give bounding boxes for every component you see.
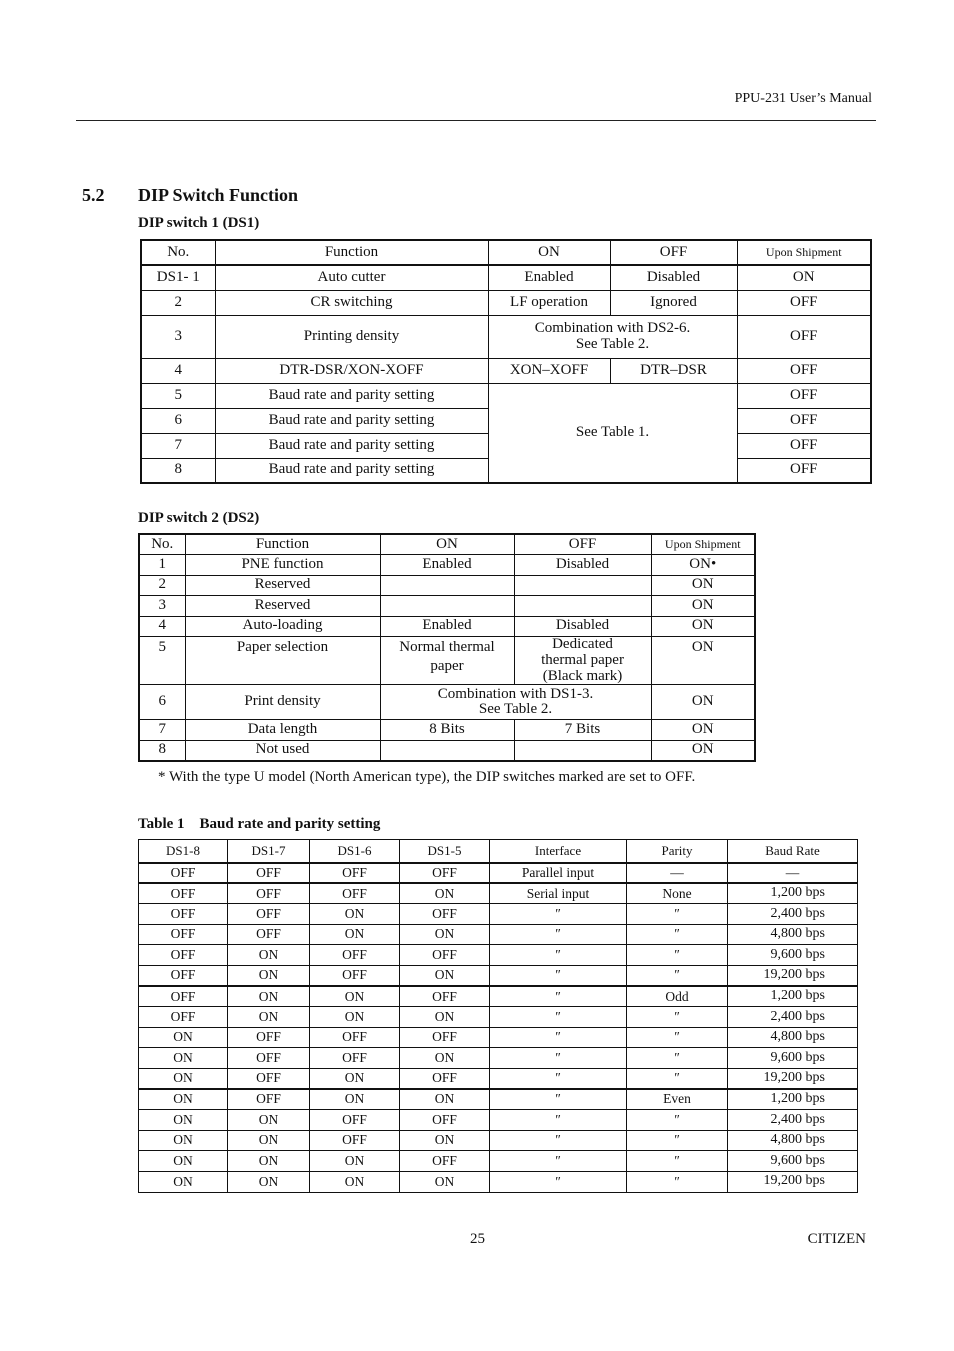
- cell-function: Auto-loading: [185, 616, 380, 637]
- cell-parity: ″: [627, 1171, 728, 1192]
- cell-on: LF operation: [488, 290, 610, 315]
- cell-no: 8: [139, 740, 185, 761]
- header-rule: [76, 120, 876, 121]
- cell-ds1-8: OFF: [139, 945, 228, 966]
- cell-interface: ″: [490, 1110, 627, 1131]
- cell-baud-rate: 1,200 bps: [728, 883, 858, 904]
- cell-ds1-6: ON: [310, 1151, 400, 1172]
- cell-function: Auto cutter: [215, 265, 488, 290]
- cell-no: 5: [141, 383, 215, 408]
- cell-baud-rate: 9,600 bps: [728, 945, 858, 966]
- cell-ds1-7: OFF: [228, 1048, 310, 1069]
- manual-title: PPU-231 User’s Manual: [734, 91, 872, 106]
- cell-ds1-8: ON: [139, 1089, 228, 1110]
- cell-ds1-5: OFF: [400, 986, 490, 1007]
- cell-ds1-8: OFF: [139, 965, 228, 986]
- cell-ds1-5: ON: [400, 1130, 490, 1151]
- cell-off: Disabled: [610, 265, 737, 290]
- cell-on: Enabled: [380, 555, 514, 576]
- cell-function: Printing density: [215, 315, 488, 358]
- cell-ds1-7: ON: [228, 1151, 310, 1172]
- cell-ds1-6: ON: [310, 1007, 400, 1028]
- cell-interface: ″: [490, 965, 627, 986]
- cell-function: Data length: [185, 720, 380, 741]
- cell-parity: ″: [627, 1151, 728, 1172]
- cell-ds1-5: OFF: [400, 945, 490, 966]
- cell-shipment: OFF: [737, 358, 871, 383]
- table-row: [139, 1130, 858, 1151]
- cell-combined: [380, 685, 651, 720]
- cell-no: 7: [139, 720, 185, 741]
- table-row: [139, 1027, 858, 1048]
- cell-ds1-6: OFF: [310, 1048, 400, 1069]
- cell-function: Paper selection: [185, 637, 380, 685]
- cell-no: 6: [139, 685, 185, 720]
- table-row: [139, 616, 755, 637]
- table-row: [139, 883, 858, 904]
- col-header: DS1-6: [310, 840, 400, 863]
- cell-baud-rate: 9,600 bps: [728, 1048, 858, 1069]
- cell-ds1-5: OFF: [400, 863, 490, 884]
- cell-on: [380, 575, 514, 596]
- cell-on: Enabled: [488, 265, 610, 290]
- cell-interface: ″: [490, 924, 627, 945]
- ds2-footnote: * With the type U model (North American type), the DIP switches marked are set to OFF.: [158, 769, 696, 785]
- table-row: [141, 358, 871, 383]
- cell-shipment: ON: [651, 596, 755, 617]
- table-row: [139, 986, 858, 1007]
- cell-interface: ″: [490, 986, 627, 1007]
- table-row: [139, 1151, 858, 1172]
- table-row: [139, 555, 755, 576]
- cell-baud-rate: 4,800 bps: [728, 1130, 858, 1151]
- cell-ds1-6: ON: [310, 1171, 400, 1192]
- table-row: [141, 265, 871, 290]
- cell-baud-rate: 2,400 bps: [728, 1007, 858, 1028]
- table-row: [141, 290, 871, 315]
- table-row: [141, 315, 871, 358]
- section-number: 5.2: [82, 185, 105, 205]
- cell-line: Normal thermal: [399, 639, 495, 655]
- cell-on: [380, 637, 514, 685]
- cell-parity: ″: [627, 1068, 728, 1089]
- table-row: [139, 924, 858, 945]
- cell-ds1-8: OFF: [139, 986, 228, 1007]
- cell-ds1-5: OFF: [400, 904, 490, 925]
- table-row: [139, 685, 755, 720]
- cell-interface: ″: [490, 1027, 627, 1048]
- cell-ds1-8: OFF: [139, 924, 228, 945]
- cell-parity: ″: [627, 1110, 728, 1131]
- table-row: [139, 1068, 858, 1089]
- cell-interface: ″: [490, 1130, 627, 1151]
- cell-ds1-5: OFF: [400, 1110, 490, 1131]
- cell-shipment: OFF: [737, 290, 871, 315]
- cell-interface: ″: [490, 1171, 627, 1192]
- table-row: [139, 904, 858, 925]
- cell-parity: ″: [627, 1007, 728, 1028]
- col-header: ON: [488, 240, 610, 265]
- cell-interface: Parallel input: [490, 863, 627, 884]
- cell-shipment: ON: [651, 575, 755, 596]
- cell-ds1-6: ON: [310, 1089, 400, 1110]
- cell-ds1-7: ON: [228, 945, 310, 966]
- cell-function: Print density: [185, 685, 380, 720]
- table-header-row: [139, 534, 755, 555]
- table-row: [139, 575, 755, 596]
- col-header: Function: [185, 534, 380, 555]
- cell-ds1-7: OFF: [228, 904, 310, 925]
- cell-ds1-6: ON: [310, 924, 400, 945]
- table-row: [139, 740, 755, 761]
- cell-ds1-8: OFF: [139, 904, 228, 925]
- cell-ds1-6: OFF: [310, 1130, 400, 1151]
- cell-off: Disabled: [514, 555, 651, 576]
- cell-line: paper: [430, 657, 464, 674]
- col-header: Upon Shipment: [737, 240, 871, 265]
- table-row: [139, 965, 858, 986]
- cell-off: [514, 596, 651, 617]
- cell-baud-rate: 19,200 bps: [728, 1171, 858, 1192]
- col-header: OFF: [514, 534, 651, 555]
- cell-see-table: See Table 1.: [488, 383, 737, 483]
- cell-parity: None: [627, 883, 728, 904]
- section-title: DIP Switch Function: [138, 185, 299, 205]
- cell-on: Enabled: [380, 616, 514, 637]
- cell-baud-rate: 19,200 bps: [728, 965, 858, 986]
- col-header: Function: [215, 240, 488, 265]
- cell-parity: ″: [627, 945, 728, 966]
- cell-no: 6: [141, 408, 215, 433]
- table-row: [139, 596, 755, 617]
- cell-ds1-8: ON: [139, 1048, 228, 1069]
- table-row: [139, 1048, 858, 1069]
- cell-ds1-6: OFF: [310, 965, 400, 986]
- cell-function: Reserved: [185, 575, 380, 596]
- col-header: ON: [380, 534, 514, 555]
- cell-function: Baud rate and parity setting: [215, 458, 488, 483]
- cell-off: Ignored: [610, 290, 737, 315]
- cell-ds1-6: ON: [310, 1068, 400, 1089]
- cell-ds1-8: OFF: [139, 863, 228, 884]
- col-header: Upon Shipment: [651, 534, 755, 555]
- cell-ds1-7: ON: [228, 986, 310, 1007]
- cell-parity: ″: [627, 1027, 728, 1048]
- cell-combined: [488, 315, 737, 358]
- table-row: [139, 863, 858, 884]
- cell-line: Dedicated: [552, 636, 613, 652]
- cell-ds1-7: OFF: [228, 1068, 310, 1089]
- cell-function: PNE function: [185, 555, 380, 576]
- cell-shipment: ON: [651, 616, 755, 637]
- cell-ds1-6: OFF: [310, 1110, 400, 1131]
- cell-baud-rate: 19,200 bps: [728, 1068, 858, 1089]
- cell-shipment: OFF: [737, 408, 871, 433]
- cell-no: 5: [139, 637, 185, 685]
- cell-ds1-7: ON: [228, 1130, 310, 1151]
- cell-shipment: OFF: [737, 458, 871, 483]
- baud-rate-table: [138, 839, 858, 1193]
- cell-no: DS1- 1: [141, 265, 215, 290]
- cell-ds1-7: OFF: [228, 1027, 310, 1048]
- cell-shipment: ON: [651, 685, 755, 720]
- cell-ds1-7: OFF: [228, 1089, 310, 1110]
- combined-line: See Table 2.: [575, 335, 650, 352]
- ds2-table: [138, 533, 756, 762]
- cell-parity: ″: [627, 1130, 728, 1151]
- table-row: [139, 1089, 858, 1110]
- cell-ds1-8: OFF: [139, 1007, 228, 1028]
- cell-ds1-7: OFF: [228, 863, 310, 884]
- cell-interface: ″: [490, 1068, 627, 1089]
- cell-line: (Black mark): [542, 667, 623, 684]
- table1-caption: Table 1 Baud rate and parity setting: [138, 816, 381, 832]
- cell-no: 3: [139, 596, 185, 617]
- cell-no: 2: [141, 290, 215, 315]
- cell-ds1-7: ON: [228, 965, 310, 986]
- cell-parity: ″: [627, 924, 728, 945]
- cell-parity: Odd: [627, 986, 728, 1007]
- ds2-caption: DIP switch 2 (DS2): [138, 510, 260, 526]
- cell-shipment: ON•: [651, 555, 755, 576]
- cell-baud-rate: 9,600 bps: [728, 1151, 858, 1172]
- combined-line: Combination with DS2-6.: [534, 319, 691, 336]
- cell-ds1-5: OFF: [400, 1027, 490, 1048]
- cell-ds1-6: OFF: [310, 863, 400, 884]
- cell-no: 4: [139, 616, 185, 637]
- cell-off: [514, 575, 651, 596]
- cell-parity: ″: [627, 965, 728, 986]
- col-header: OFF: [610, 240, 737, 265]
- cell-interface: ″: [490, 945, 627, 966]
- table-row: [139, 1007, 858, 1028]
- combined-line: Combination with DS1-3.: [437, 685, 594, 702]
- cell-parity: ″: [627, 1048, 728, 1069]
- cell-ds1-8: ON: [139, 1068, 228, 1089]
- table-row: [139, 637, 755, 685]
- cell-shipment: ON: [651, 740, 755, 761]
- cell-ds1-6: ON: [310, 904, 400, 925]
- table-header-row: [141, 240, 871, 265]
- cell-no: 7: [141, 433, 215, 458]
- table-row: [139, 720, 755, 741]
- cell-interface: ″: [490, 1048, 627, 1069]
- cell-ds1-7: ON: [228, 1171, 310, 1192]
- cell-baud-rate: 4,800 bps: [728, 924, 858, 945]
- cell-interface: Serial input: [490, 883, 627, 904]
- cell-off: Disabled: [514, 616, 651, 637]
- table-row: [139, 945, 858, 966]
- col-header: DS1-8: [139, 840, 228, 863]
- cell-function: CR switching: [215, 290, 488, 315]
- cell-baud-rate: —: [728, 863, 858, 884]
- cell-off: DTR–DSR: [610, 358, 737, 383]
- cell-no: 1: [139, 555, 185, 576]
- cell-parity: Even: [627, 1089, 728, 1110]
- cell-line: thermal paper: [541, 651, 624, 668]
- cell-interface: ″: [490, 1089, 627, 1110]
- cell-ds1-5: ON: [400, 965, 490, 986]
- cell-on: [380, 596, 514, 617]
- cell-function: Baud rate and parity setting: [215, 383, 488, 408]
- table-header-row: [139, 840, 858, 863]
- cell-no: 2: [139, 575, 185, 596]
- cell-ds1-7: ON: [228, 1007, 310, 1028]
- cell-shipment: ON: [651, 637, 755, 685]
- table-row: [141, 383, 871, 408]
- col-header: DS1-5: [400, 840, 490, 863]
- cell-ds1-7: ON: [228, 1110, 310, 1131]
- cell-function: Not used: [185, 740, 380, 761]
- cell-ds1-5: ON: [400, 924, 490, 945]
- cell-baud-rate: 2,400 bps: [728, 1110, 858, 1131]
- cell-function: Baud rate and parity setting: [215, 433, 488, 458]
- cell-off: [514, 637, 651, 685]
- cell-ds1-6: OFF: [310, 1027, 400, 1048]
- col-header: No.: [139, 534, 185, 555]
- col-header: DS1-7: [228, 840, 310, 863]
- cell-ds1-5: ON: [400, 1089, 490, 1110]
- cell-shipment: OFF: [737, 315, 871, 358]
- cell-function: Baud rate and parity setting: [215, 408, 488, 433]
- cell-no: 8: [141, 458, 215, 483]
- cell-interface: ″: [490, 1151, 627, 1172]
- cell-parity: ″: [627, 904, 728, 925]
- cell-ds1-6: OFF: [310, 945, 400, 966]
- cell-no: 4: [141, 358, 215, 383]
- cell-ds1-8: ON: [139, 1027, 228, 1048]
- cell-ds1-6: ON: [310, 986, 400, 1007]
- cell-ds1-7: OFF: [228, 883, 310, 904]
- cell-function: Reserved: [185, 596, 380, 617]
- cell-ds1-8: OFF: [139, 883, 228, 904]
- col-header: No.: [141, 240, 215, 265]
- cell-off: [514, 740, 651, 761]
- cell-baud-rate: 1,200 bps: [728, 986, 858, 1007]
- cell-baud-rate: 1,200 bps: [728, 1089, 858, 1110]
- col-header: Parity: [627, 840, 728, 863]
- cell-ds1-7: OFF: [228, 924, 310, 945]
- cell-ds1-5: OFF: [400, 1151, 490, 1172]
- table-row: [139, 1110, 858, 1131]
- combined-line: See Table 2.: [478, 701, 553, 718]
- cell-ds1-8: ON: [139, 1151, 228, 1172]
- cell-ds1-8: ON: [139, 1130, 228, 1151]
- cell-interface: ″: [490, 904, 627, 925]
- cell-ds1-5: ON: [400, 1007, 490, 1028]
- page-number: 25: [470, 1231, 485, 1247]
- cell-shipment: ON: [737, 265, 871, 290]
- cell-on: XON–XOFF: [488, 358, 610, 383]
- cell-on: 8 Bits: [380, 720, 514, 741]
- table-row: [139, 1171, 858, 1192]
- col-header: Interface: [490, 840, 627, 863]
- cell-ds1-5: ON: [400, 883, 490, 904]
- cell-shipment: ON: [651, 720, 755, 741]
- cell-on: [380, 740, 514, 761]
- cell-baud-rate: 2,400 bps: [728, 904, 858, 925]
- cell-ds1-5: ON: [400, 1048, 490, 1069]
- brand-name: CITIZEN: [807, 1231, 866, 1247]
- ds1-caption: DIP switch 1 (DS1): [138, 215, 260, 231]
- cell-off: 7 Bits: [514, 720, 651, 741]
- cell-baud-rate: 4,800 bps: [728, 1027, 858, 1048]
- cell-parity: —: [627, 863, 728, 884]
- cell-function: DTR-DSR/XON-XOFF: [215, 358, 488, 383]
- cell-shipment: OFF: [737, 433, 871, 458]
- cell-no: 3: [141, 315, 215, 358]
- cell-ds1-5: OFF: [400, 1068, 490, 1089]
- cell-interface: ″: [490, 1007, 627, 1028]
- cell-shipment: OFF: [737, 383, 871, 408]
- col-header: Baud Rate: [728, 840, 858, 863]
- cell-ds1-5: ON: [400, 1171, 490, 1192]
- cell-ds1-8: ON: [139, 1171, 228, 1192]
- cell-ds1-8: ON: [139, 1110, 228, 1131]
- ds1-table: [140, 239, 872, 484]
- cell-ds1-6: OFF: [310, 883, 400, 904]
